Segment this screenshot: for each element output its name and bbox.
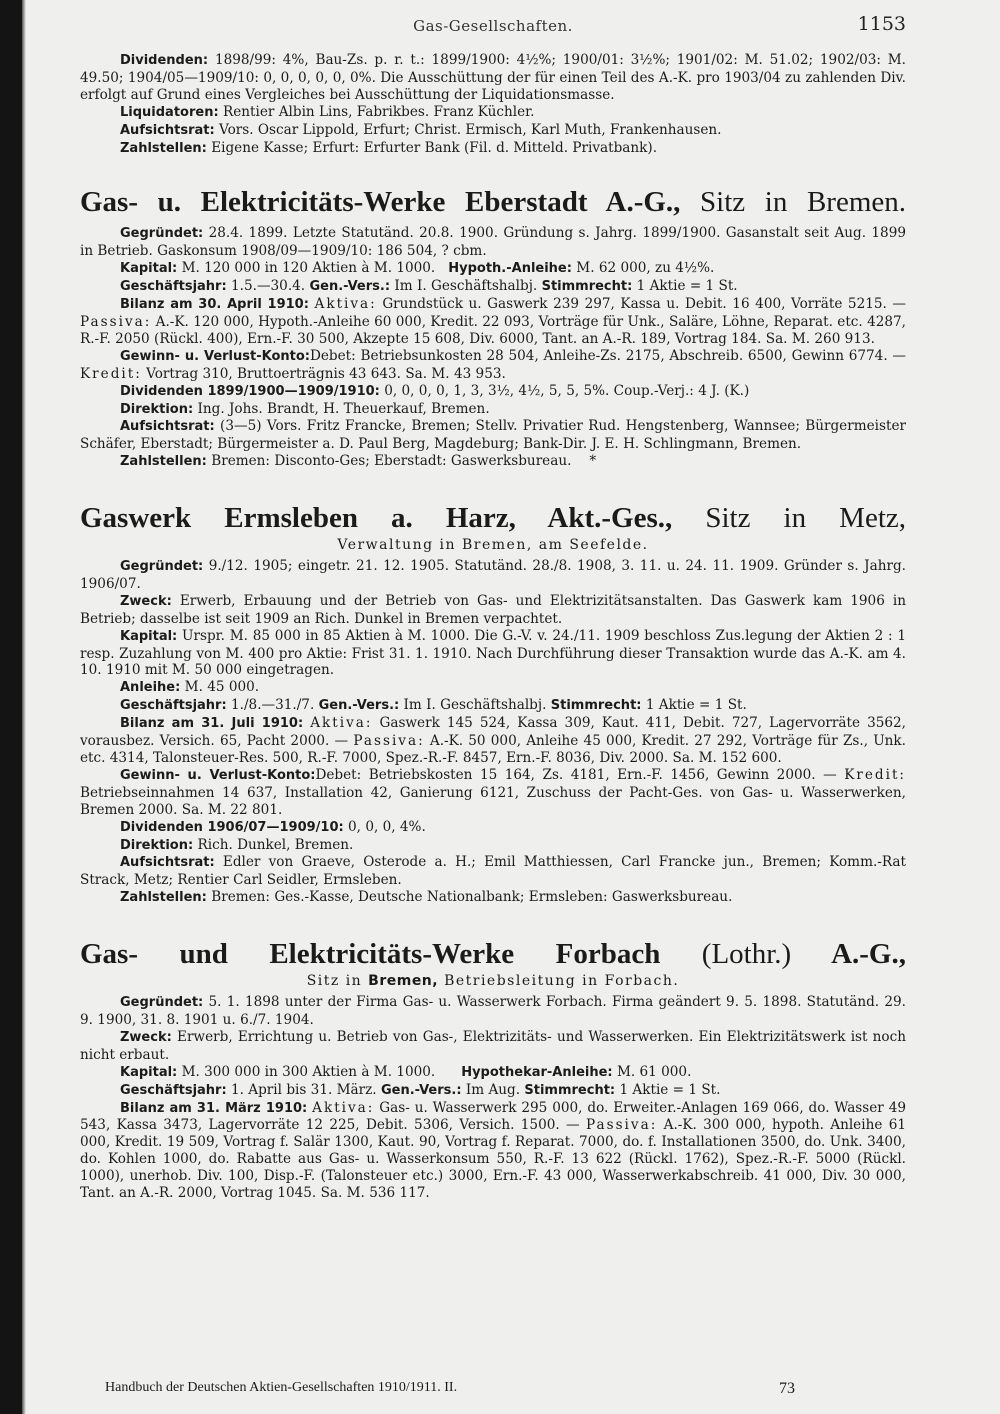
anleihe-entry bbox=[80, 679, 906, 697]
guv-debet-text: Debet: Betriebskosten 15 164, Zs. 4181, Ern.-F. 1456, Gewinn 2000. — bbox=[315, 766, 837, 783]
stimmrecht-label: Stimmrecht: bbox=[541, 279, 633, 295]
guv-debet-text: Debet: Betriebsunkosten 28 504, Anleihe-Zs. 2175, Abschreib. 6500, Gewinn 6774. — bbox=[309, 347, 906, 364]
geschaeftsjahr-text: 1.5.—30.4. bbox=[231, 278, 306, 295]
subtitle-city: Bremen, bbox=[368, 973, 439, 990]
aufsichtsrat-label: Aufsichtsrat: bbox=[120, 122, 215, 138]
zahlstellen-entry bbox=[80, 889, 906, 907]
aktiva-word: Aktiva: bbox=[310, 715, 373, 732]
gegruendet-label: Gegründet: bbox=[120, 559, 204, 575]
aktiva-text: Grundstück u. Gaswerk 239 297, Kassa u. Debit. 16 400, Vorräte 5215. — bbox=[382, 296, 907, 313]
dividenden-entry bbox=[80, 383, 906, 401]
dividenden-label: Dividenden 1899/1900—1909/1910: bbox=[120, 383, 380, 399]
passiva-word: Passiva: bbox=[585, 1117, 658, 1134]
kapital-entry bbox=[80, 260, 906, 278]
stimmrecht-label: Stimmrecht: bbox=[524, 1082, 616, 1098]
guv-entry bbox=[80, 767, 906, 819]
previous-company-continuation bbox=[80, 52, 906, 157]
subtitle-suffix: Betriebsleitung in Forbach. bbox=[444, 973, 680, 990]
sheet-number: 73 bbox=[779, 1380, 795, 1397]
company-title bbox=[80, 937, 906, 971]
aufsichtsrat-text: Edler von Graeve, Osterode a. H.; Emil Matthiessen, Carl Francke jun., Bremen; Komm.-Rat Strack, Metz; Rentier Carl Seidler, Ermsleben. bbox=[80, 854, 906, 889]
dividenden-text: 0, 0, 0, 0, 1, 3, 3½, 4½, 5, 5, 5%. Coup.-Verj.: 4 J. (K.) bbox=[384, 382, 750, 399]
liquidatoren-entry bbox=[80, 104, 906, 122]
kapital-entry bbox=[80, 1064, 906, 1082]
kapital-entry bbox=[80, 628, 906, 680]
geschaeftsjahr-text: 1./8.—31./7. bbox=[231, 697, 315, 714]
aufsichtsrat-label: Aufsichtsrat: bbox=[120, 855, 215, 871]
aktiva-text: Gaswerk 145 524, Kassa 309, Kaut. 411, Debit. 727, Lagervorräte 3562, vorausbez. Versich. 65, Pacht 2000. — bbox=[80, 715, 906, 750]
passiva-text: A.-K. 50 000, Anleihe 45 000, Kredit. 27 292, Vorträge für Zs., Unk. etc. 4314, Talonsteuer-Res. 500, R.-F. 7000, Spez.-R.-F. 8457, Ern.-F. 8036, Div. 2000. Sa. M. 152 600. bbox=[80, 733, 906, 766]
passiva-text: A.-K. 300 000, hypoth. Anleihe 61 000, Kredit. 19 509, Vortrag f. Salär 1300, Kaut. 90, Vortrag f. Reparat. 7000, do. f. Installationen 3500, do. Unk. 3400, do. Kohlen 1000, do. Rabatte aus Gas- u. Wasserkonsum 550, R.-F. 13 622 (Rückl. 1762), Spez.-R.-F. 5000 (Rückl. 1000), unerhob. Div. 100, Disp.-F. (Talonsteuer etc.) 3000, Ern.-F. 43 000, Wasserwerkabschreib. 41 000, Div. 30 000, Tant. an A.-R. 2000, Vortrag 1045. Sa. M. 536 117. bbox=[80, 1117, 907, 1202]
zahlstellen-text: Eigene Kasse; Erfurt: Erfurter Bank (Fil. d. Mitteld. Privatbank). bbox=[211, 139, 658, 156]
direktion-entry bbox=[80, 401, 906, 419]
bilanz-entry bbox=[80, 296, 906, 348]
zahlstellen-label: Zahlstellen: bbox=[120, 140, 207, 156]
geschaeftsjahr-label: Geschäftsjahr: bbox=[120, 279, 227, 295]
company-seat: Sitz in Metz, bbox=[705, 502, 907, 535]
company-entry-ermsleben bbox=[80, 501, 906, 907]
company-subtitle bbox=[80, 973, 906, 990]
company-title bbox=[80, 185, 906, 219]
company-legal-form: A.-G., bbox=[831, 938, 906, 971]
company-region: (Lothr.) bbox=[701, 938, 792, 971]
geschaeftsjahr-entry bbox=[80, 278, 906, 296]
aktiva-text: Gas- u. Wasserwerk 295 000, do. Erweiter.-Anlagen 169 066, do. Wasser 49 543, Kassa 3473, Lagervorräte 12 225, Debit. 5306, Versich. 1500. — bbox=[80, 1099, 906, 1134]
running-head bbox=[80, 13, 906, 52]
stimmrecht-text: 1 Aktie = 1 St. bbox=[645, 697, 747, 714]
bilanz-entry bbox=[80, 1100, 906, 1202]
zweck-text: Erwerb, Errichtung u. Betrieb von Gas-, Elektrizitäts- und Wasserwerken. Ein Elektrizitätswerk ist noch nicht erbaut. bbox=[80, 1028, 906, 1063]
genvers-label: Gen.-Vers.: bbox=[318, 698, 400, 714]
running-head-title: Gas-Gesellschaften. bbox=[413, 17, 573, 35]
dividenden-entry bbox=[80, 52, 906, 104]
stimmrecht-text: 1 Aktie = 1 St. bbox=[619, 1081, 721, 1098]
hypoth-text: M. 62 000, zu 4½%. bbox=[576, 260, 715, 277]
aufsichtsrat-text: Vors. Oscar Lippold, Erfurt; Christ. Ermisch, Karl Muth, Frankenhausen. bbox=[219, 121, 722, 138]
direktion-label: Direktion: bbox=[120, 837, 194, 853]
bilanz-label: Bilanz am 31. Juli 1910: bbox=[120, 716, 304, 732]
company-name: Gaswerk Ermsleben a. Harz, Akt.-Ges., bbox=[80, 502, 673, 535]
guv-label: Gewinn- u. Verlust-Konto: bbox=[120, 767, 316, 783]
kapital-label: Kapital: bbox=[120, 261, 178, 277]
anleihe-text: M. 45 000. bbox=[184, 679, 260, 696]
zahlstellen-text: Bremen: Disconto-Ges; Eberstadt: Gaswerksbureau. bbox=[211, 453, 572, 470]
gegruendet-entry bbox=[80, 558, 906, 593]
kapital-label: Kapital: bbox=[120, 1064, 178, 1080]
geschaeftsjahr-text: 1. April bis 31. März. bbox=[231, 1081, 377, 1098]
kapital-text: M. 300 000 in 300 Aktien à M. 1000. bbox=[181, 1063, 436, 1080]
company-seat: Sitz in Bremen. bbox=[700, 186, 907, 219]
company-subtitle: Verwaltung in Bremen, am Seefelde. bbox=[337, 537, 649, 554]
gegruendet-entry bbox=[80, 994, 906, 1029]
hypoth-label: Hypothekar-Anleihe: bbox=[461, 1064, 613, 1080]
direktion-text: Ing. Johs. Brandt, H. Theuerkauf, Bremen. bbox=[197, 400, 490, 417]
zweck-label: Zweck: bbox=[120, 593, 172, 609]
zahlstellen-text: Bremen: Ges.-Kasse, Deutsche Nationalbank; Ermsleben: Gaswerksbureau. bbox=[211, 889, 733, 906]
page-number: 1153 bbox=[857, 13, 906, 35]
document-page bbox=[80, 13, 907, 1202]
zweck-text: Erwerb, Erbauung und der Betrieb von Gas- und Elektrizitätsanstalten. Das Gaswerk kam 1906 in Betrieb; dasselbe ist seit 1909 an Rich. Dunkel in Bremen verpachtet. bbox=[80, 592, 906, 627]
dividenden-label: Dividenden: bbox=[120, 53, 209, 68]
zweck-entry bbox=[80, 1029, 906, 1064]
subtitle-prefix: Sitz in bbox=[306, 973, 363, 990]
aufsichtsrat-label: Aufsichtsrat: bbox=[120, 419, 215, 435]
hypoth-label: Hypoth.-Anleihe: bbox=[448, 261, 572, 277]
stimmrecht-text: 1 Aktie = 1 St. bbox=[636, 278, 738, 295]
direktion-label: Direktion: bbox=[120, 401, 194, 417]
guv-kredit-word: Kredit: bbox=[80, 365, 142, 382]
kapital-label: Kapital: bbox=[120, 628, 178, 644]
genvers-label: Gen.-Vers.: bbox=[309, 279, 391, 295]
gegruendet-text: 28.4. 1899. Letzte Statutänd. 20.8. 1900. Gründung s. Jahrg. 1899/1900. Gasanstalt seit Aug. 1899 in Betrieb. Gaskonsum 1908/09—1909/10: 186 504, ? cbm. bbox=[80, 225, 906, 260]
geschaeftsjahr-entry bbox=[80, 697, 906, 715]
direktion-text: Rich. Dunkel, Bremen. bbox=[197, 836, 354, 853]
genvers-label: Gen.-Vers.: bbox=[380, 1082, 462, 1098]
geschaeftsjahr-label: Geschäftsjahr: bbox=[120, 698, 227, 714]
zahlstellen-label: Zahlstellen: bbox=[120, 890, 207, 906]
dividenden-entry bbox=[80, 819, 906, 837]
aufsichtsrat-entry bbox=[80, 418, 906, 453]
asterisk-mark: * bbox=[589, 453, 597, 470]
bilanz-label: Bilanz am 31. März 1910: bbox=[120, 1100, 308, 1116]
guv-kredit-text: Betriebseinnahmen 14 637, Installation 42, Ganierung 6121, Zuschuss der Pacht-Ges. von Gas- u. Wasserwerken, Bremen 2000. Sa. M. 22 801. bbox=[80, 784, 906, 818]
company-title bbox=[80, 501, 906, 535]
zahlstellen-entry bbox=[80, 140, 906, 158]
zweck-entry bbox=[80, 593, 906, 628]
guv-kredit-word: Kredit: bbox=[844, 766, 906, 783]
guv-kredit-text: Vortrag 310, Bruttoerträgnis 43 643. Sa. M. 43 953. bbox=[146, 365, 506, 382]
scan-binding-edge bbox=[0, 0, 22, 1414]
zahlstellen-entry bbox=[80, 453, 906, 471]
company-entry-eberstadt bbox=[80, 185, 906, 471]
aufsichtsrat-entry bbox=[80, 854, 906, 889]
direktion-entry bbox=[80, 837, 906, 855]
gegruendet-label: Gegründet: bbox=[120, 995, 204, 1011]
genvers-text: Im I. Geschäftshalbj. bbox=[403, 697, 547, 714]
dividenden-text: 0, 0, 0, 4%. bbox=[348, 818, 426, 835]
passiva-text: A.-K. 120 000, Hypoth.-Anleihe 60 000, Kredit. 22 093, Vorträge für Unk., Saläre, Löhne, Reparat. etc. 4287, R.-F. 2050 (Rückl. 400), Ern.-F. 30 500, Akzepte 15 608, Div. 6000, Tant. an A.-R. 189, Vortrag 184. Sa. M. 260 913. bbox=[80, 313, 906, 347]
dividenden-text: 1898/99: 4%, Bau-Zs. p. r. t.: 1899/1900: 4½%; 1900/01: 3½%; 1901/02: M. 51.02; 1902/03: M. 49.50; 1904/05—1909/10: 0, 0, 0, 0, 0, 0%. Die Ausschüttung der für einen Teil des A.-K. pro 1903/04 zu zahlenden Div. erfolgt auf Grund eines Vergleiches bei Ausschüttung der Liquidationsmasse. bbox=[80, 52, 906, 103]
aktiva-word: Aktiva: bbox=[314, 296, 377, 313]
guv-entry bbox=[80, 348, 906, 383]
bilanz-entry bbox=[80, 715, 906, 767]
zahlstellen-label: Zahlstellen: bbox=[120, 454, 207, 470]
company-entry-forbach bbox=[80, 937, 906, 1202]
gegruendet-label: Gegründet: bbox=[120, 226, 204, 242]
stimmrecht-label: Stimmrecht: bbox=[550, 698, 642, 714]
page-footer bbox=[105, 1380, 795, 1396]
passiva-word: Passiva: bbox=[80, 313, 152, 330]
kapital-text: Urspr. M. 85 000 in 85 Aktien à M. 1000. Die G.-V. v. 24./11. 1909 beschloss Zus.legung der Aktien 2 : 1 resp. Zuzahlung von M. 400 pro Aktie: Frist 31. 1. 1910. Nach Durchführung dieser Transaktion wurde das A.-K. am 4. 10. 1910 mit M. 50 000 eingetragen. bbox=[80, 627, 906, 679]
genvers-text: Im I. Geschäftshalbj. bbox=[394, 278, 538, 295]
zweck-label: Zweck: bbox=[120, 1029, 172, 1045]
aufsichtsrat-text: (3—5) Vors. Fritz Francke, Bremen; Stellv. Privatier Rud. Hengstenberg, Wannsee; Bürgermeister Schäfer, Eberstadt; Bürgermeister a. D. Paul Berg, Magdeburg; Bank-Dir. J. E. H. Schlingmann, Bremen. bbox=[80, 418, 906, 453]
aktiva-word: Aktiva: bbox=[312, 1099, 375, 1116]
liquidatoren-label: Liquidatoren: bbox=[120, 104, 219, 120]
anleihe-label: Anleihe: bbox=[120, 680, 181, 696]
company-name: Gas- u. Elektricitäts-Werke Eberstadt A.-G., bbox=[80, 186, 681, 219]
aufsichtsrat-entry bbox=[80, 122, 906, 140]
liquidatoren-text: Rentier Albin Lins, Fabrikbes. Franz Küchler. bbox=[223, 103, 535, 120]
genvers-text: Im Aug. bbox=[465, 1081, 521, 1098]
bilanz-label: Bilanz am 30. April 1910: bbox=[120, 297, 309, 313]
passiva-word: Passiva: bbox=[353, 733, 425, 750]
gegruendet-entry bbox=[80, 225, 906, 260]
company-name: Gas- und Elektricitäts-Werke Forbach bbox=[80, 938, 661, 971]
hypoth-text: M. 61 000. bbox=[616, 1063, 692, 1080]
geschaeftsjahr-entry bbox=[80, 1082, 906, 1100]
gegruendet-text: 9./12. 1905; eingetr. 21. 12. 1905. Statutänd. 28./8. 1908, 3. 11. u. 24. 11. 1909. Gründer s. Jahrg. 1906/07. bbox=[80, 558, 906, 592]
kapital-text: M. 120 000 in 120 Aktien à M. 1000. bbox=[181, 260, 436, 277]
gegruendet-text: 5. 1. 1898 unter der Firma Gas- u. Wasserwerk Forbach. Firma geändert 9. 5. 1898. Statutänd. 29. 9. 1900, 31. 8. 1901 u. 6./7. 1904. bbox=[80, 994, 906, 1028]
guv-label: Gewinn- u. Verlust-Konto: bbox=[120, 348, 310, 364]
geschaeftsjahr-label: Geschäftsjahr: bbox=[120, 1082, 227, 1098]
book-title: Handbuch der Deutschen Aktien-Gesellschaften 1910/1911. II. bbox=[105, 1380, 458, 1395]
dividenden-label: Dividenden 1906/07—1909/10: bbox=[120, 819, 344, 835]
